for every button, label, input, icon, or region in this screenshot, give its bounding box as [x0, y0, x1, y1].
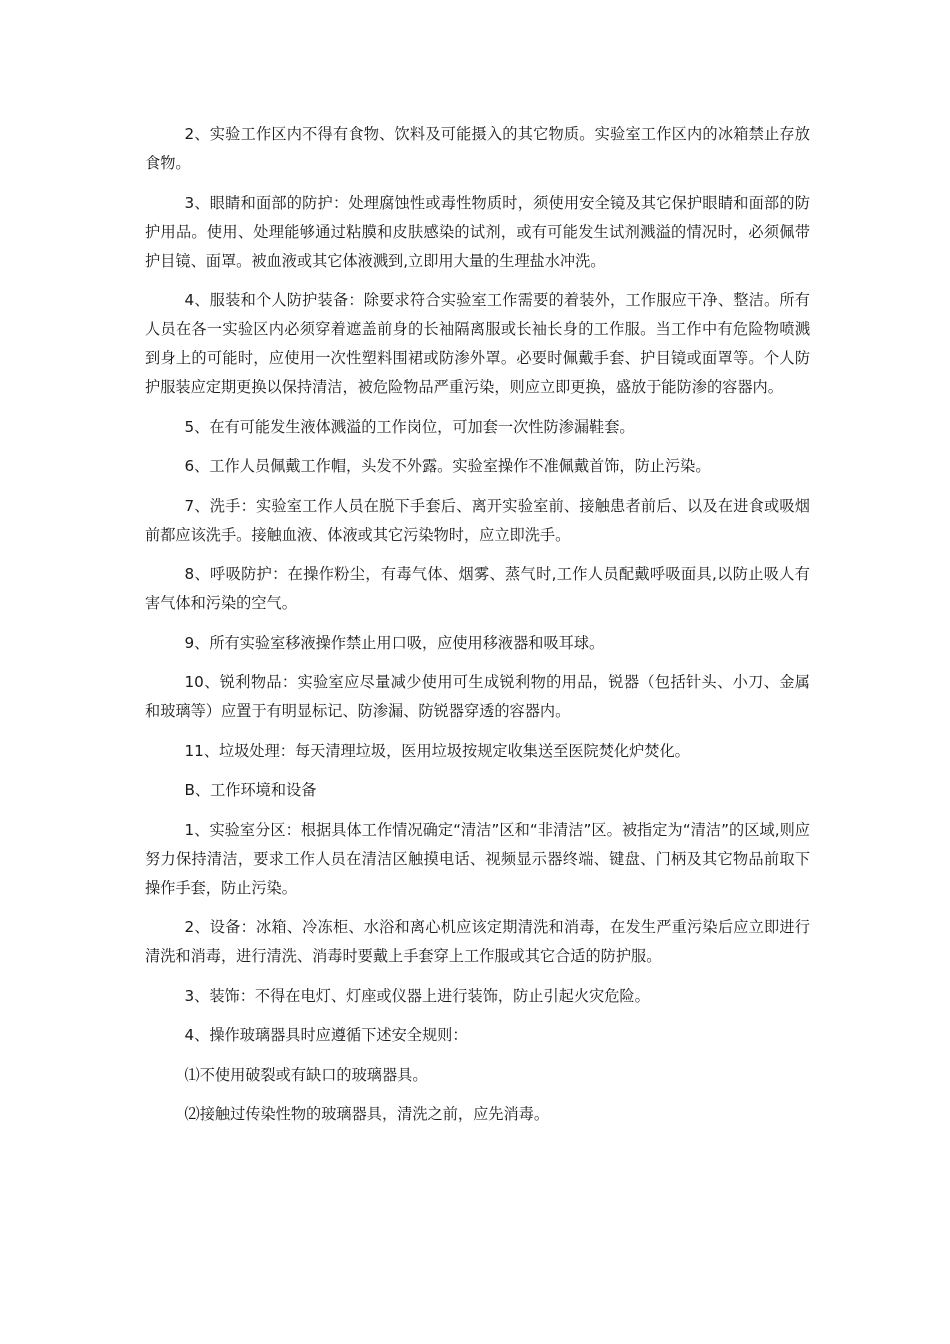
paragraph-pipetting: 9、所有实验室移液操作禁止用口吸，应使用移液器和吸耳球。 [184, 633, 605, 652]
paragraph-item-2-food: 2、实验工作区内不得有食物、饮料及可能摄入的其它物质。实验室工作区内的冰箱禁止存放食物。 [145, 125, 810, 172]
paragraph-decoration: 3、装饰：不得在电灯、灯座或仪器上进行装饰，防止引起火灾危险。 [184, 986, 650, 1005]
paragraph-shoe-covers: 5、在有可能发生液体溅溢的工作岗位，可加套一次性防渗漏鞋套。 [184, 417, 635, 436]
paragraph-glassware-rule-2: ⑵接触过传染性物的玻璃器具，清洗之前，应先消毒。 [184, 1105, 550, 1123]
paragraph-respiratory-protection: 8、呼吸防护：在操作粉尘，有毒气体、烟雾、蒸气时,工作人员配戴呼吸面具,以防止吸人有害气体和污染的空气。 [145, 565, 810, 612]
paragraph-equipment-cleaning: 2、设备：冰箱、冷冻柜、水浴和离心机应该定期清洗和消毒，在发生严重污染后应立即进行清洗和消毒，进行清洗、消毒时要戴上手套穿上工作服或其它合适的防护服。 [145, 918, 810, 965]
document-body [145, 120, 810, 1140]
paragraph-sharps: 10、锐利物品：实验室应尽量减少使用可生成锐利物的用品，锐器（包括针头、小刀、金属和玻璃等）应置于有明显标记、防渗漏、防锐器穿透的容器内。 [145, 673, 810, 720]
section-heading-environment-equipment: B、工作环境和设备 [184, 781, 317, 799]
paragraph-lab-zoning: 1、实验室分区：根据具体工作情况确定“清洁”区和“非清洁”区。被指定为“清洁”的区域,则应努力保持清洁，要求工作人员在清洁区触摸电话、视频显示器终端、键盘、门柄及其它物品前取下操作手套，防止污染。 [145, 820, 810, 897]
paragraph-clothing-ppe: 4、服装和个人防护装备：除要求符合实验室工作需要的着装外，工作服应干净、整洁。所有人员在各一实验区内必须穿着遮盖前身的长袖隔离服或长袖长身的工作服。当工作中有危险物喷溅到身上的可能时，应使用一次性塑料围裙或防渗外罩。必要时佩戴手套、护目镜或面罩等。个人防护服装应定期更换以保持清洁，被危险物品严重污染，则应立即更换，盛放于能防渗的容器内。 [145, 291, 810, 396]
paragraph-eye-face-protection: 3、眼睛和面部的防护：处理腐蚀性或毒性物质时，须使用安全镜及其它保护眼睛和面部的防护用品。使用、处理能够通过粘膜和皮肤感染的试剂，或有可能发生试剂溅溢的情况时，必须佩带护目镜、面罩。被血液或其它体液溅到,立即用大量的生理盐水冲洗。 [145, 193, 810, 270]
paragraph-work-cap: 6、工作人员佩戴工作帽，头发不外露。实验室操作不准佩戴首饰，防止污染。 [184, 457, 711, 475]
paragraph-waste-disposal: 11、垃圾处理：每天清理垃圾，医用垃圾按规定收集送至医院焚化炉焚化。 [184, 741, 690, 760]
paragraph-glassware-rules: 4、操作玻璃器具时应遵循下述安全规则： [184, 1026, 468, 1044]
paragraph-glassware-rule-1: ⑴不使用破裂或有缺口的玻璃器具。 [184, 1065, 428, 1084]
paragraph-hand-washing: 7、洗手：实验室工作人员在脱下手套后、离开实验室前、接触患者前后、以及在进食或吸烟前都应该洗手。接触血液、体液或其它污染物时，应立即洗手。 [145, 496, 810, 544]
